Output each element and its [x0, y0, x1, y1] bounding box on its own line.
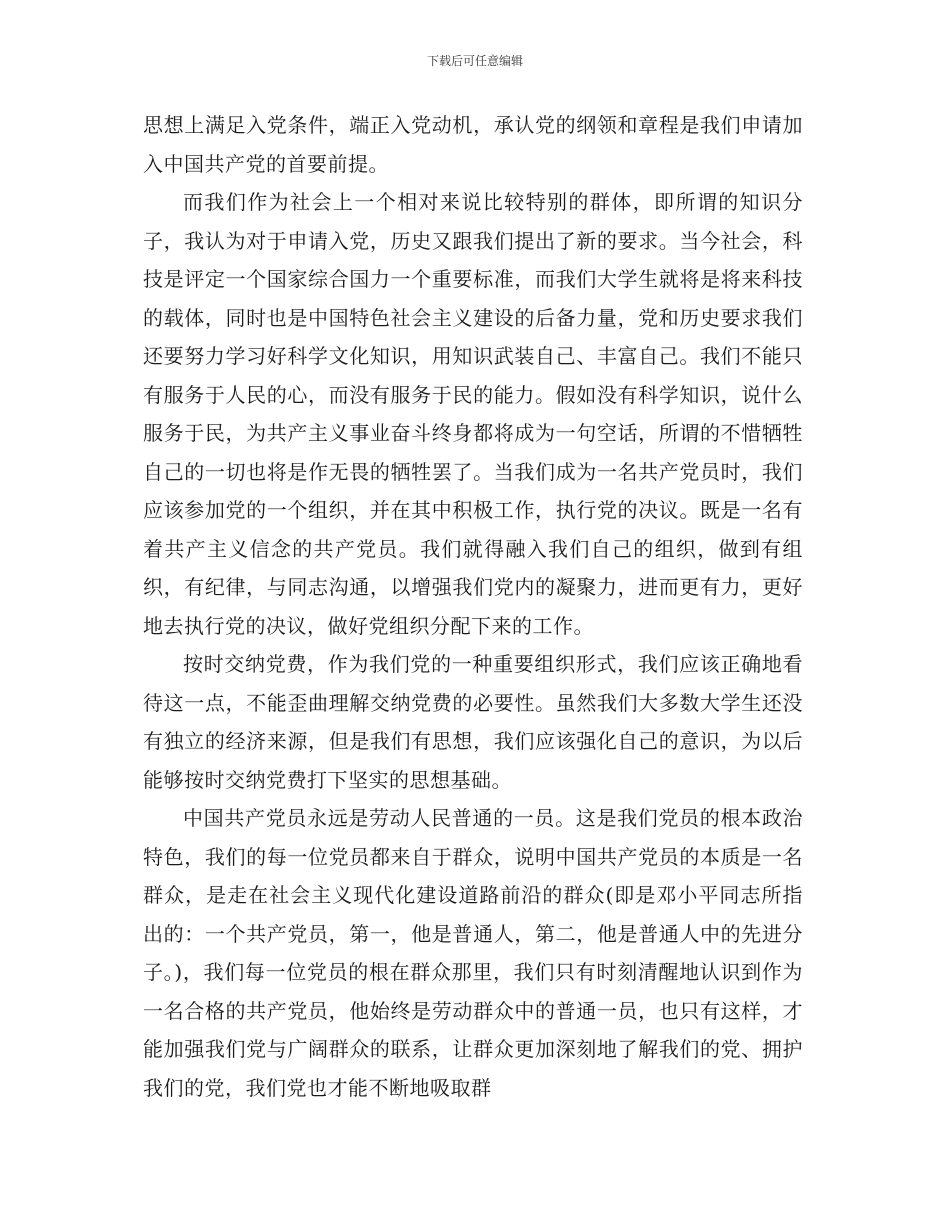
page-header: 下载后可任意编辑: [426, 54, 523, 68]
paragraph-4: 中国共产党员永远是劳动人民普通的一员。这是我们党员的根本政治特色，我们的每一位党员都来自于群众，说明中国共产党员的本质是一名群众，是走在社会主义现代化建设道路前沿的群众(即是邓小平同志所指出的：一个共产党员，第一，他是普通人，第二，他是普通人中的先进分子。)，我们每一位党员的根在群众那里，我们只有时刻清醒地认识到作为一名合格的共产党员，他始终是劳动群众中的普通一员，也只有这样，才能加强我们党与广阔群众的联系，让群众更加深刻地了解我们的党、拥护我们的党，我们党也才能不断地吸取群: [143, 806, 803, 1100]
paragraph-2: 而我们作为社会上一个相对来说比较特别的群体，即所谓的知识分子，我认为对于申请入党，历史又跟我们提出了新的要求。当今社会，科技是评定一个国家综合国力一个重要标准，而我们大学生就将是将来科技的载体，同时也是中国特色社会主义建设的后备力量，党和历史要求我们还要努力学习好科学文化知识，用知识武装自己、丰富自己。我们不能只有服务于人民的心，而没有服务于民的能力。假如没有科学知识，说什么服务于民，为共产主义事业奋斗终身都将成为一句空话，所谓的不惜牺牲自己的一切也将是作无畏的牺牲罢了。当我们成为一名共产党员时，我们应该参加党的一个组织，并在其中积极工作，执行党的决议。既是一名有着共产主义信念的共产党员。我们就得融入我们自己的组织，做到有组织，有纪律，与同志沟通，以增强我们党内的凝聚力，进而更有力，更好地去执行党的决议，做好党组织分配下来的工作。: [143, 190, 803, 638]
document-body: [143, 106, 803, 1107]
paragraph-1: 思想上满足入党条件，端正入党动机，承认党的纲领和章程是我们申请加入中国共产党的首要前提。: [143, 113, 803, 176]
paragraph-3: 按时交纳党费，作为我们党的一种重要组织形式，我们应该正确地看待这一点，不能歪曲理解交纳党费的必要性。虽然我们大多数大学生还没有独立的经济来源，但是我们有思想，我们应该强化自己的意识，为以后能够按时交纳党费打下坚实的思想基础。: [143, 652, 803, 792]
